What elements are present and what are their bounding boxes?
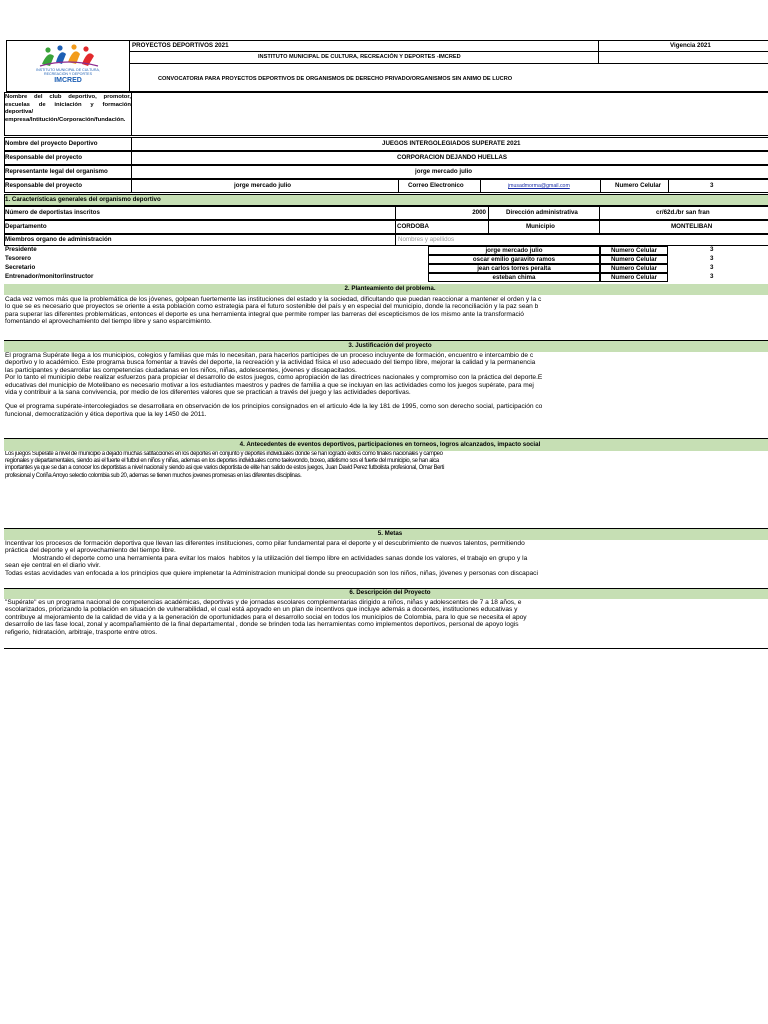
section4-body (0, 451, 768, 527)
athletes-label: Número de deportistas inscritos (5, 209, 100, 216)
member-cel-label: Numero Celular (600, 255, 668, 264)
section2-line: fomentando el aprovechamiento del tiempo libre y sano esparcimiento. (5, 318, 212, 326)
member-row (4, 273, 768, 282)
section4-title: 4. Antecedentes de eventos deportivos, participaciones en torneos, logros alcanzados, impacto social (239, 441, 541, 448)
member-row (4, 255, 768, 264)
section6-title: 6. Descripción del Proyecto (349, 589, 431, 596)
section3-line: Por lo tanto el municipio debe realizar esfuerzos para propiciar el desarrollo de estos juegos, como apropiación de las directrices nacionales y compromiso con la práctica del deporte.E (5, 374, 543, 382)
project-legal-label: Representante legal del organismo (5, 168, 108, 175)
section5-line: Mostrando el deporte como una herramienta para evitar los malos habitos y la utilización del tiempo libre en actividades sanas donde los valores, el trabajo en grupo y la (5, 554, 528, 562)
convocatoria-title: CONVOCATORIA PARA PROYECTOS DEPORTIVOS DE ORGANISMOS DE DERECHO PRIVADO/ORGANISMOS SIN ANIMO DE LUCRO (158, 76, 513, 82)
section4-line: importantes ya que se dan a conocer los deportistas a nivel nacional y siendo asi que varios deportista de elite han salido de estos juegos, Juan David Perez futbolista profesional, Omar Berti (5, 465, 445, 472)
logo-text-line1: INSTITUTO MUNICIPAL DE CULTURA, (36, 68, 100, 72)
section1-title: 1. Características generales del organismo deportivo (5, 196, 161, 203)
logo-text-line2: RECREACIÓN Y DEPORTES (44, 72, 92, 76)
athletes-value: 2000 (472, 209, 486, 216)
section4-line: profesional y Coriña Arroyo selectio colombia sub 20, ademas se tienen muchos jovenes promesas en las diferentes disciplinas. (5, 472, 302, 479)
member-name: jorge mercado julio (428, 246, 600, 255)
member-cel: 3 (710, 255, 714, 262)
section5-line: práctica del deporte y el aprovechamiento del tiempo libre. (5, 547, 176, 555)
member-role: Secretario (5, 264, 36, 271)
section2-line: Cada vez vemos más que la problemática de los jóvenes, golpean fuertemente las instituciones del estado y la sociedad, dificultando que puedan reaccionar a mantener el orden y la c (5, 296, 542, 303)
section1-table (4, 206, 768, 284)
section6-body (4, 599, 768, 649)
section2-body (0, 295, 768, 340)
member-row (4, 264, 768, 273)
section3-line: las participantes y desarrollar las competencias ciudadanas en los niños, niñas, adolescentes, jóvenes y discapacitados. (5, 366, 357, 374)
project-name-label: Nombre del proyecto Deportivo (5, 140, 98, 147)
email-value[interactable]: jmusadmorma@gmail.com (508, 183, 570, 189)
member-cel-label: Numero Celular (600, 246, 668, 255)
dept-value: CORDOBA (397, 223, 429, 230)
address-value: cr/62d./br san fran (656, 209, 710, 216)
section2-line: para superar las diferentes problemáticas, entonces el deporte es una herramienta integral que permite romper las barreras del escepticismos de los mismo ante la transformació (5, 310, 524, 318)
member-row (4, 246, 768, 255)
cel-value: 3 (710, 182, 714, 189)
member-cel: 3 (710, 246, 714, 253)
member-role: Entrenador/monitor/instructor (5, 273, 94, 280)
members-list (4, 246, 768, 284)
member-name: jean carlos torres peralta (428, 264, 600, 273)
section5-line: sean eje central en el diario vivir. (5, 562, 101, 570)
project-resp2-label: Responsable del proyecto (5, 182, 83, 189)
member-name: esteban chima (428, 273, 600, 282)
email-label: Correo Electronico (408, 182, 464, 189)
muni-label: Municipio (526, 223, 555, 230)
section3-line: educativas del municipio de Motelibano es necesario motivar a los estudiantes maestros y padres de familia a que se incluyan en las actividades como los juegos supérate, para mej (5, 381, 534, 389)
club-label: Nombre del club deportivo, promotor, escuelas de iniciación y formación deportiva/ empresa/Intitución/Corporación/fundación. (5, 94, 131, 123)
section4-line: Los juegos Superate a nivel de municipio a dejado muchas satifacciones en los deportes en conjunto y deportes individuales donde se han logrado exitos como finales nacionales y campeo (5, 451, 443, 457)
section4-line: regionales y departamentales, siendo asi el fuerte el futbol en niños y niñas, ademas en los deportes individuales como taekwondo, boxeo, atletismo sos el fuerte del municipio, se han alca (5, 458, 439, 465)
project-resp2-value: jorge mercado julio (234, 182, 292, 189)
member-cel-label: Numero Celular (600, 273, 668, 282)
member-role: Tesorero (5, 255, 32, 262)
member-role: Presidente (5, 246, 37, 253)
section3-line: Que el programa supérate-intercolegiados se desarrollara en observación de los principios consignados en el articulo 4de la ley 181 de 1995, como son derecho social, participación co (5, 403, 543, 411)
section3-body (0, 352, 768, 436)
section3-line: vida y contribuir a la sana convivencia, por medio de los diferentes valores que se practican a través del juego y las actividades deportivas. (5, 389, 411, 397)
section5-body (0, 540, 768, 586)
project-resp-label: Responsable del proyecto (5, 154, 83, 161)
section3-title: 3. Justificación del proyecto (348, 342, 432, 349)
section6-line: refigerio, hidratación, arbitraje, trasporte entre otros. (5, 628, 158, 636)
members-label: Miembros organo de administración (5, 236, 112, 243)
institute-name: INSTITUTO MUNICIPAL DE CULTURA, RECREACIÓN Y DEPORTES -IMCRED (258, 54, 461, 60)
cel-label: Numero Celular (615, 182, 662, 189)
muni-value: MONTELIBAN (671, 223, 713, 230)
logo-name: IMCRED (54, 77, 82, 84)
project-table (4, 137, 768, 193)
section5-line: Incentivar los procesos de formación deportiva que llevan las diferentes instituciones, como pilar fundamental para el deporte y el descubrimiento de nuevos talentos, permitiendo (5, 540, 525, 547)
member-name: oscar emilio garavito ramos (428, 255, 600, 264)
section6-line: escolarizados, priorizando la población en situación de vulnerabilidad, el cual está apoyado en un plan de incentivos que incluye además a docentes, instituciones educativas y (5, 606, 518, 614)
member-cel-label: Numero Celular (600, 264, 668, 273)
section3-line (5, 396, 768, 403)
address-label: Dirección administrativa (506, 209, 578, 216)
section2-title: 2. Planteamiento del problema. (344, 285, 436, 292)
program-title: PROYECTOS DEPORTIVOS 2021 (132, 42, 229, 49)
section3-line: El programa Supérate llega a los municipios, colegios y familias que más lo necesitan, para hacerlos partícipes de un proceso incluyente de formación, encuentro e intercambio de c (5, 352, 534, 359)
member-cel: 3 (710, 264, 714, 271)
member-cel: 3 (710, 273, 714, 280)
section3-line: funcional, democratización y ética deportiva que la ley 1450 de 2011. (5, 410, 207, 418)
section6-line: "Supérate" es un programa nacional de competencias académicas, deportivas y de jornadas escolares complementarias dirigido a niños, niñas y adolescentes de 7 a 18 años, e (5, 599, 522, 606)
section6-line: desarrollo de las fase local, zonal y acompañamiento de la final departamental , donde se brinden toda las herramientas como implementos deportivos, personal de apoyo logis (5, 621, 519, 629)
project-resp-value: CORPORACION DEJANDO HUELLAS (397, 154, 508, 161)
section6-line: contribuye al mejoramiento de la calidad de vida y a la generación de oportunidades para el desarrollo social en todos los municipios de Colombia, para lo que se necesita el apoy (5, 613, 527, 621)
section2-line: lo que se es necesario que proyectos se oriente a esta población como estrategia para el futuro sostenible del país y en especial del municipio, donde la reconciliación y la paz sean b (5, 303, 539, 311)
vigencia-label: Vigencia 2021 (670, 42, 711, 49)
members-hint: Nombres y apellidos (398, 236, 455, 243)
dept-label: Departamento (5, 223, 47, 230)
section5-title: 5. Metas (377, 530, 403, 537)
project-name-value: JUEGOS INTERGOLEGIADOS SUPERATE 2021 (382, 140, 521, 147)
section3-line: deportivo y lo académico. Este programa busca fomentar a través del deporte, la recreación y la actividad física el uso adecuado del tiempo libre, mejorar la calidad y la permanencia (5, 359, 536, 367)
section5-line: Todas estas acvidades van enfocada a los principios que quiere implenetar la Administracion municipal donde su preocupación son los niños, niñas, jóvenes y personas con discapaci (5, 569, 538, 577)
project-legal-value: jorge mercado julio (415, 168, 473, 175)
